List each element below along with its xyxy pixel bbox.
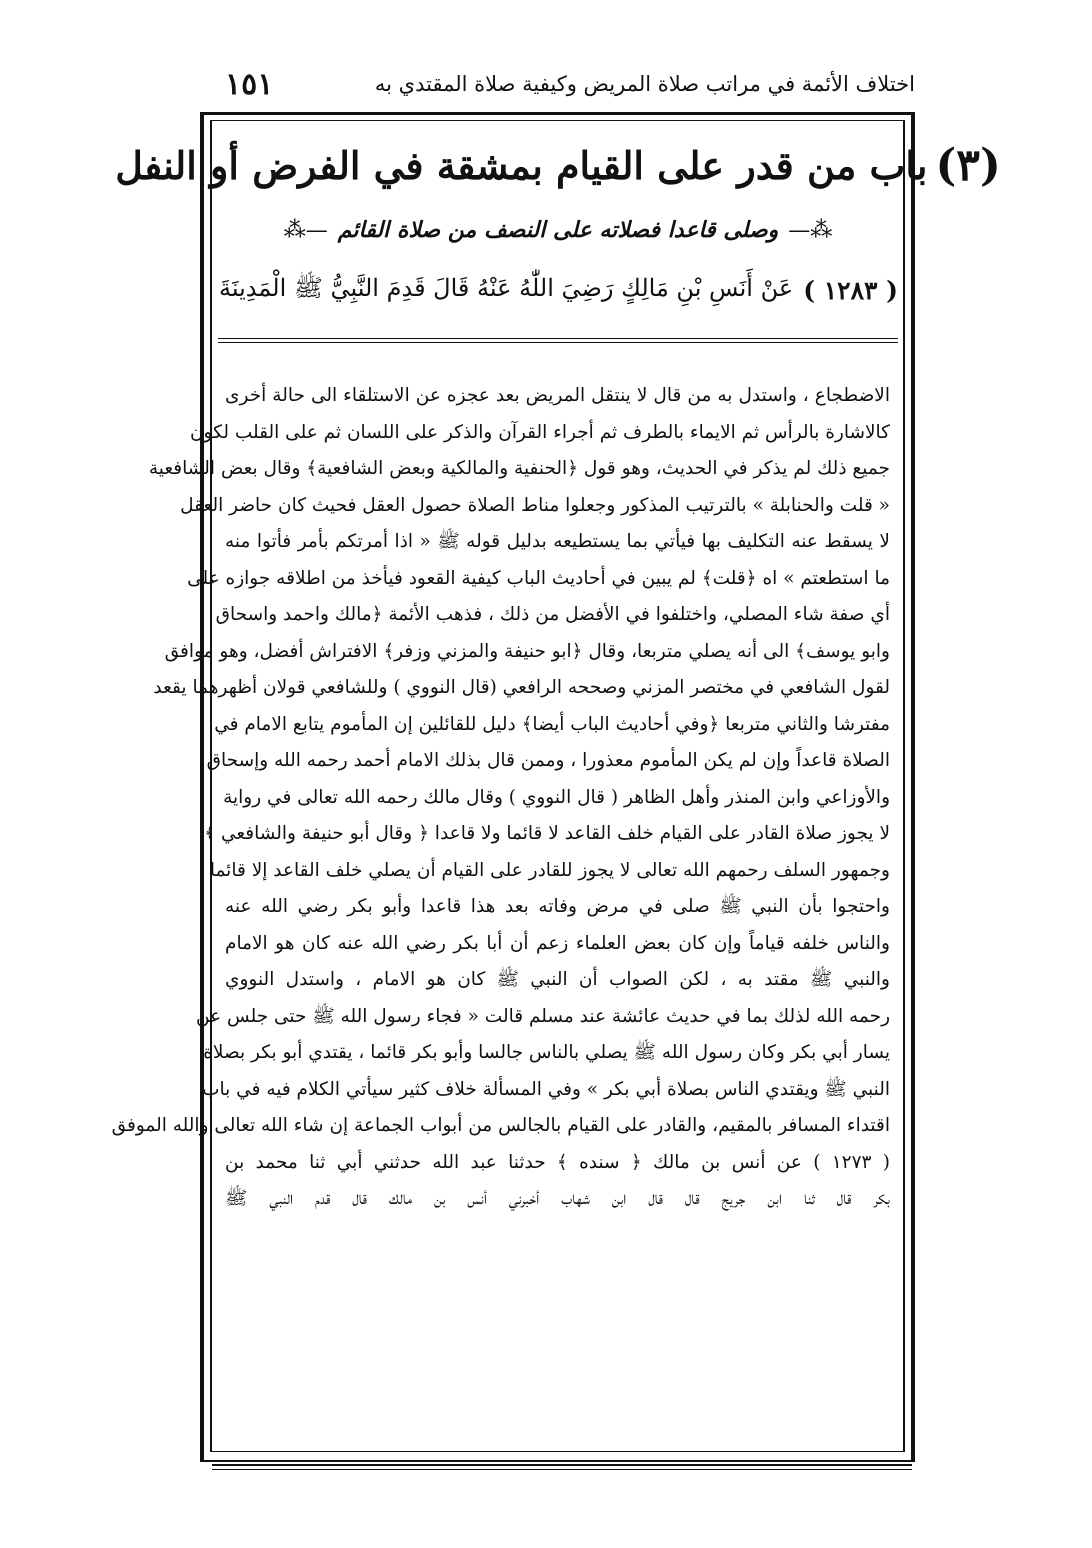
commentary-line: ( ١٢٧٣ ) عن أنس بن مالك ﴿ سنده ﴾ حدثنا عبد الله حدثني أبي ثنا محمد بن	[225, 1151, 890, 1173]
hadith-number: ( ١٢٨٣ )	[803, 275, 898, 305]
commentary-line: وابو يوسف﴾ الى أنه يصلي متربعا، وقال ﴿ابو حنيفة والمزني وزفر﴾ الافتراش أفضل، وهو موافق	[164, 640, 890, 662]
ornament-right: ⁂—	[788, 217, 833, 243]
section-divider-rule	[218, 338, 898, 343]
running-header	[225, 58, 915, 110]
commentary-line: « قلت والحنابلة » بالترتيب المذكور وجعلوا مناط الصلاة حصول العقل فحيث كان حاضر العقل	[180, 494, 890, 516]
commentary-line: كالاشارة بالرأس ثم الايماء بالطرف ثم أجراء القرآن والذكر على اللسان ثم على القلب لكون	[189, 421, 890, 443]
ornament-left: —⁂	[283, 217, 328, 243]
chapter-subheading	[218, 208, 898, 252]
chapter-title: باب من قدر على القيام بمشقة في الفرض أو النفل	[115, 142, 928, 188]
page-number: ١٥١	[225, 66, 274, 102]
commentary-line: جميع ذلك لم يذكر في الحديث، وهو قول ﴿الحنفية والمالكية وبعض الشافعية﴾ وقال بعض الشافعية	[148, 458, 890, 479]
commentary-line: والنبي ﷺ مقتد به ، لكن الصواب أن النبي ﷺ كان هو الامام ، واستدل النووي	[225, 969, 890, 990]
chapter-heading	[115, 128, 1001, 202]
commentary-line: اقتداء المسافر بالمقيم، والقادر على القيام بالجالس من أبواب الجماعة إن شاء الله تعالى والله الموفق	[111, 1115, 890, 1136]
commentary-line: لا يسقط عنه التكليف بها فيأتي بما يستطيعه بدليل قوله ﷺ « اذا أمرتكم بأمر فأتوا منه	[225, 531, 890, 552]
commentary-line: وجمهور السلف رحمهم الله تعالى لا يجوز للقادر على القيام أن يصلي خلف القاعد إلا قائما ،	[198, 859, 890, 881]
commentary-line: واحتجوا بأن النبي ﷺ صلى في مرض وفاته بعد هذا قاعدا وأبو بكر رضي الله عنه	[225, 896, 890, 917]
hadith-text: عَنْ أَنَسِ بْنِ مَالِكٍ رَضِيَ اللّٰهُ عَنْهُ قَالَ قَدِمَ النَّبِيُّ ﷺ الْمَدِينَةَ	[219, 273, 794, 302]
bottom-double-rule	[212, 1464, 912, 1470]
commentary-line: بكر قال ثنا ابن جريج قال قال ابن شهاب أخبرني أنس بن مالك قال قدم النبي ﷺ	[225, 1188, 890, 1209]
commentary-line: لقول الشافعي في مختصر المزني وصححه الرافعي (قال النووي ) وللشافعي قولان أظهرهما يقعد	[153, 677, 890, 698]
commentary-line: النبي ﷺ ويقتدي الناس بصلاة أبي بكر » وفي المسألة خلاف كثير سيأتي الكلام فيه في باب	[202, 1078, 890, 1100]
chapter-number: (٣)	[935, 139, 1001, 191]
commentary-line: مفترشا والثاني متربعا ﴿وفي أحاديث الباب أيضا﴾ دليل للقائلين إن المأموم يتابع الامام في	[214, 713, 890, 735]
commentary-line: الصلاة قاعداً وإن لم يكن المأموم معذورا ، وممن قال بذلك الامام أحمد رحمه الله وإسحاق	[206, 750, 890, 771]
commentary-line: ما استطعتم » اه ﴿قلت﴾ لم يبين في أحاديث الباب كيفية القعود فيأخذ من اطلاقه جوازه على	[187, 567, 890, 589]
hadith-text-line	[218, 260, 898, 320]
commentary-body	[111, 378, 890, 1438]
commentary-line: والناس خلفه قياماً وإن كان بعض العلماء زعم أن أبا بكر رضي الله عنه كان هو الامام	[225, 932, 890, 954]
commentary-line: رحمه الله لذلك بما في حديث عائشة عند مسلم قالت « فجاء رسول الله ﷺ حتى جلس عن	[195, 1005, 890, 1027]
commentary-line: والأوزاعي وابن المنذر وأهل الظاهر ( قال النووي ) وقال مالك رحمه الله تعالى في رواية	[223, 786, 890, 808]
commentary-line: يسار أبي بكر وكان رسول الله ﷺ يصلي بالناس جالسا وأبو بكر قائما ، يقتدي أبو بكر بصلاة	[203, 1042, 890, 1063]
commentary-line: لا يجوز صلاة القادر على القيام خلف القاعد لا قائما ولا قاعدا ﴿ وقال أبو حنيفة والشافعي ﴾	[204, 823, 890, 844]
commentary-line: الاضطجاع ، واستدل به من قال لا ينتقل المريض بعد عجزه عن الاستلقاء الى حالة أخرى	[225, 385, 890, 406]
subheading-text: وصلى قاعدا فصلاته على النصف من صلاة القائم	[337, 217, 779, 243]
commentary-line: أي صفة شاء المصلي، واختلفوا في الأفضل من ذلك ، فذهب الأئمة ﴿مالك واحمد واسحاق	[215, 604, 890, 625]
running-title: اختلاف الأئمة في مراتب صلاة المريض وكيفية صلاة المقتدي به	[374, 72, 915, 96]
